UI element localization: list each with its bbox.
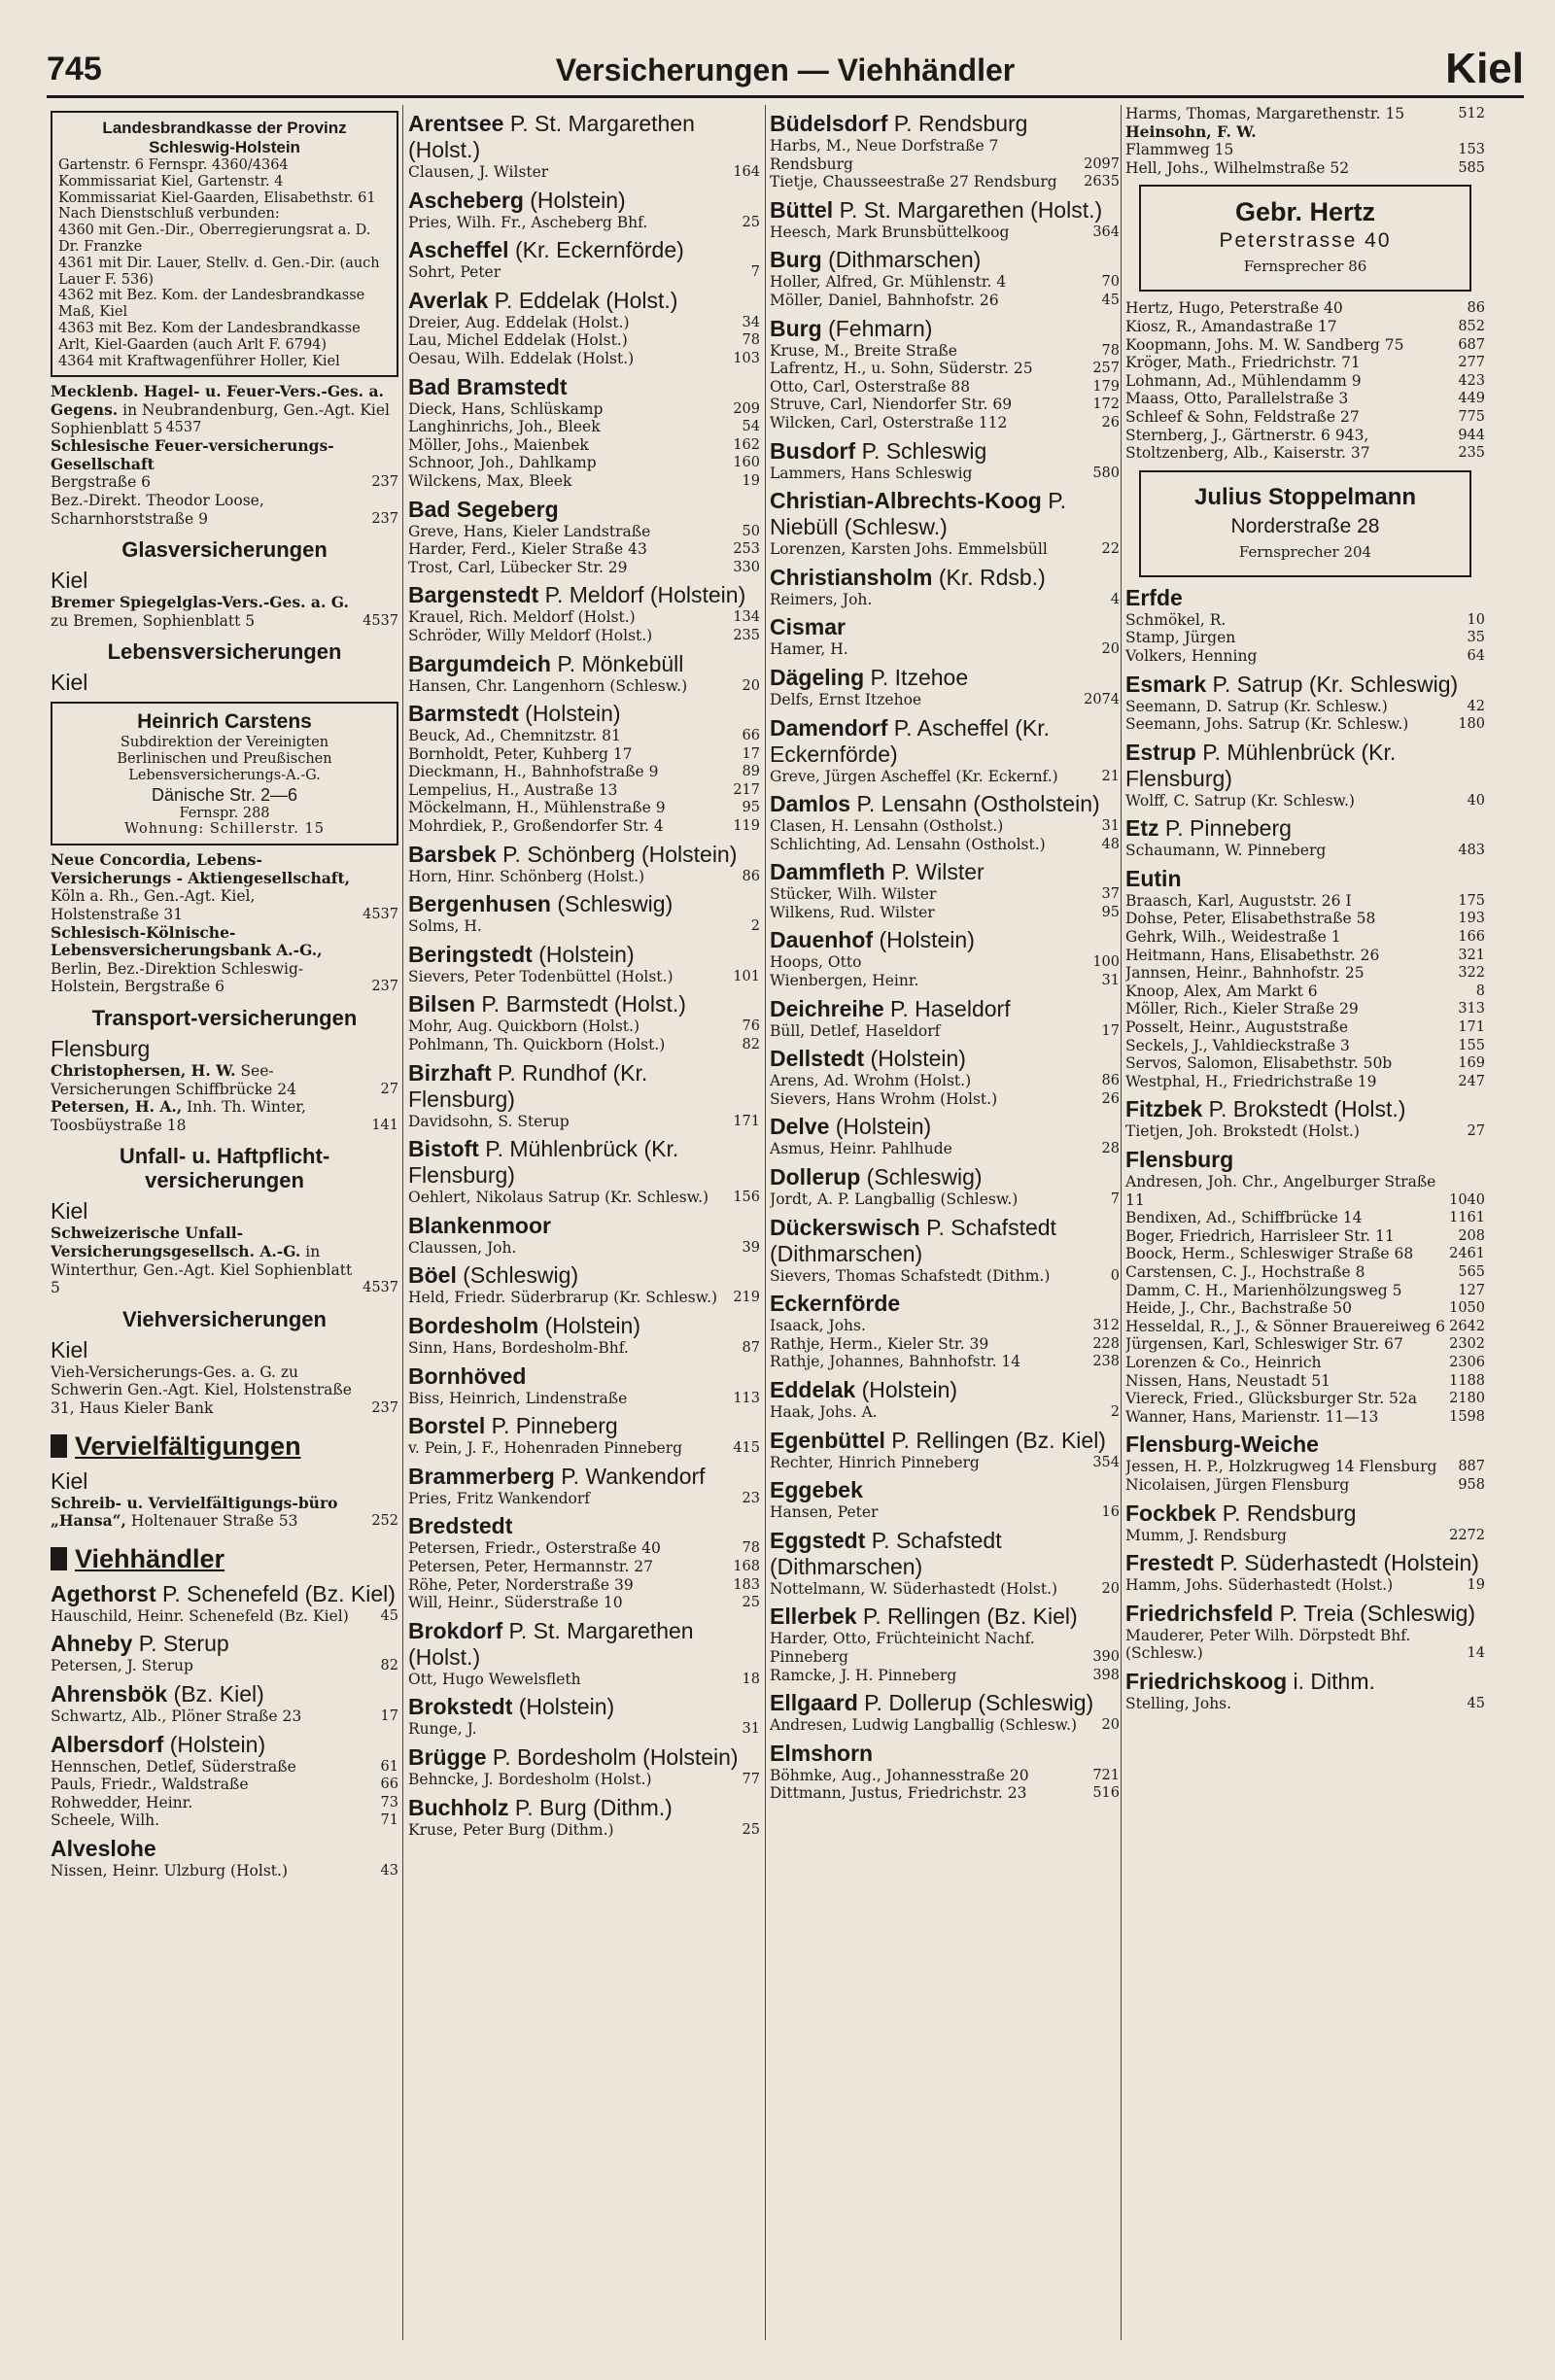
listing-row: Flammweg 15 153 (1125, 141, 1485, 159)
place-heading: Bargenstedt P. Meldorf (Holstein) (408, 582, 746, 608)
place-heading: Barsbek P. Schönberg (Holstein) (408, 841, 738, 867)
listing-row: Boock, Herm., Schleswiger Straße 68 2461 (1125, 1245, 1485, 1263)
place-heading: Friedrichsfeld P. Treia (Schleswig) (1125, 1600, 1476, 1626)
place-heading: Dauenhof (Holstein) (770, 927, 975, 953)
city-heading: Kiel (1445, 45, 1524, 92)
place-heading: Bargumdeich P. Mönkebüll (408, 650, 684, 676)
ad-phone: Fernsprecher 86 (1243, 258, 1367, 276)
listing-row: Nicolaisen, Jürgen Flensburg 958 (1125, 1475, 1485, 1494)
listing-row: Greve, Hans, Kieler Landstraße 50 (408, 522, 760, 540)
listing-row: Hell, Johs., Wilhelmstraße 52 585 (1125, 158, 1485, 177)
place-heading: Burg (Dithmarschen) (770, 247, 982, 273)
listing-row: Andresen, Ludwig Langballig (Schlesw.) 20 (770, 1716, 1120, 1735)
ad-street: Peterstrasse 40 (1219, 229, 1392, 253)
ad-home: Wohnung: Schillerstr. 15 (124, 821, 325, 838)
place-heading: Ellgaard P. Dollerup (Schleswig) (770, 1690, 1094, 1716)
listing-row: Seemann, Johs. Satrup (Kr. Schlesw.) 180 (1125, 715, 1485, 734)
listing-row: Harbs, M., Neue Dorfstraße 7 Rendsburg 2097 (770, 137, 1120, 173)
place-heading: Albersdorf (Holstein) (51, 1731, 266, 1757)
listing-row: Heesch, Mark Brunsbüttelkoog 364 (770, 223, 1120, 241)
listing-row: Schwartz, Alb., Plöner Straße 23 17 (51, 1707, 398, 1725)
listing-row: Schleef & Sohn, Feldstraße 27 775 (1125, 407, 1485, 426)
place-heading: Bergenhusen (Schleswig) (408, 891, 674, 917)
column-1 (51, 105, 398, 2355)
listing-row: Will, Heinr., Süderstraße 10 25 (408, 1594, 760, 1612)
listing-row: Dohse, Peter, Elisabethstraße 58 193 (1125, 910, 1485, 928)
place-heading: Alveslohe (51, 1835, 156, 1861)
page-title: Versicherungen — Viehhändler (555, 52, 1016, 87)
listing-row: Hennschen, Detlef, Süderstraße 61 (51, 1757, 398, 1776)
listing-row: Röhe, Peter, Norderstraße 39 183 (408, 1575, 760, 1594)
place-heading: Kiel (51, 1467, 88, 1494)
ad-street: Norderstraße 28 (1230, 514, 1380, 537)
square-bullet-icon (51, 1434, 67, 1458)
section-leben: Lebensversicherungen (107, 639, 342, 665)
rows-heinsohn (1125, 141, 1485, 177)
listing-row: Asmus, Heinr. Pahlhude 28 (770, 1140, 1120, 1158)
ad-carstens (51, 702, 398, 845)
entries-col1 (51, 1581, 398, 1880)
listing-schlesische-title: Schlesische Feuer-versicherungs-Gesellschaft (51, 436, 334, 473)
header-rule (47, 95, 1524, 98)
listing-row: Held, Friedr. Süderbrarup (Kr. Schlesw.) 219 (408, 1289, 760, 1307)
listing-row: Dreier, Aug. Eddelak (Holst.) 34 (408, 313, 760, 331)
section-unfall: Unfall- u. Haftpflicht-versicherungen (119, 1144, 330, 1193)
place-heading: Kiel (51, 568, 88, 594)
listing-row: Seckels, J., Vahldieckstraße 3 155 (1125, 1036, 1485, 1054)
listing-row: Trost, Carl, Lübecker Str. 29 330 (408, 558, 760, 576)
listing-row: Neue Concordia, Lebens-Versicherungs - Aktiengesellschaft, Köln a. Rh., Gen.-Agt. Kiel, Holstenstraße 31 4537 (51, 850, 398, 924)
place-heading: Büttel P. St. Margarethen (Holst.) (770, 196, 1103, 223)
listing-heinsohn: Heinsohn, F. W. (1125, 121, 1257, 141)
listing-row: Posselt, Heinr., Auguststraße 171 (1125, 1018, 1485, 1037)
listing-row: Rohwedder, Heinr. 73 (51, 1793, 398, 1811)
entries-col2 (408, 111, 760, 1839)
listing-row: Stücker, Wilh. Wilster 37 (770, 885, 1120, 904)
listing-row: Bremer Spiegelglas-Vers.-Ges. a. G. zu Bremen, Sophienblatt 5 4537 (51, 593, 398, 630)
place-heading: Böel (Schleswig) (408, 1262, 579, 1289)
listing-row: Möckelmann, H., Mühlenstraße 9 95 (408, 799, 760, 817)
column-divider (1121, 105, 1122, 2340)
place-heading: Büdelsdorf P. Rendsburg (770, 111, 1028, 136)
listing-row: Davidsohn, S. Sterup 171 (408, 1112, 760, 1130)
ad-phone: Fernsprecher 204 (1238, 542, 1372, 561)
listing-row: Holler, Alfred, Gr. Mühlenstr. 4 70 (770, 273, 1120, 292)
place-heading: Arentsee P. St. Margarethen (Holst.) (408, 111, 695, 162)
column-3 (770, 105, 1120, 2355)
listing-row: v. Pein, J. F., Hohenraden Pinneberg 415 (408, 1439, 760, 1458)
listing-row: Hansen, Peter 16 (770, 1503, 1120, 1522)
listing-row: Lorenzen & Co., Heinrich 2306 (1125, 1353, 1485, 1371)
section-viehhaendler: Viehhändler (51, 1542, 398, 1575)
section-vieh: Viehversicherungen (122, 1306, 327, 1331)
listing-row: Wienbergen, Heinr. 31 (770, 972, 1120, 990)
rows-after-hertz (1125, 299, 1485, 462)
listing-row: Schweizerische Unfall-Versicherungsgesellsch. A.-G. in Winterthur, Gen.-Agt. Kiel Sophienblatt 5 4537 (51, 1224, 398, 1297)
ad-line: Nach Dienstschluß verbunden: (58, 206, 280, 223)
place-heading: Cismar (770, 614, 846, 640)
place-heading: Birzhaft P. Rundhof (Kr. Flensburg) (408, 1059, 648, 1112)
listing-row: Jannsen, Heinr., Bahnhofstr. 25 322 (1125, 964, 1485, 983)
place-heading: Dägeling P. Itzehoe (770, 664, 969, 690)
listing-row: Maass, Otto, Parallelstraße 3 449 (1125, 390, 1485, 408)
listing-row: Lempelius, H., Austraße 13 217 (408, 780, 760, 799)
ad-line: 4360 mit Gen.-Dir., Oberregierungsrat a. D. Dr. Franzke (58, 223, 371, 255)
listing-row: Hamer, H. 20 (770, 640, 1120, 659)
listing-row: Möller, Daniel, Bahnhofstr. 26 45 (770, 291, 1120, 309)
listing-row: Bez.-Direkt. Theodor Loose, Scharnhorststraße 9 237 (51, 491, 398, 528)
listing-row: Lammers, Hans Schleswig 580 (770, 464, 1120, 482)
listing-row: Ramcke, J. H. Pinneberg 398 (770, 1666, 1120, 1684)
place-heading: Busdorf P. Schleswig (770, 437, 987, 464)
place-heading: Christian-Albrechts-Koog P. Niebüll (Schlesw.) (770, 488, 1067, 540)
place-heading: Borstel P. Pinneberg (408, 1413, 618, 1439)
listing-row: Schmökel, R. 10 (1125, 610, 1485, 629)
listing-row: Möller, Rich., Kieler Straße 29 313 (1125, 1000, 1485, 1018)
listing-row: Petersen, H. A., Inh. Th. Winter, Toosbüystraße 18 141 (51, 1097, 398, 1134)
listing-row: Arens, Ad. Wrohm (Holst.) 86 (770, 1072, 1120, 1090)
place-heading: Brügge P. Bordesholm (Holstein) (408, 1743, 739, 1770)
ad-title: Gebr. Hertz (1234, 197, 1376, 227)
listing-row: Lafrentz, H., u. Sohn, Süderstr. 25 257 (770, 360, 1120, 378)
entries-col3 (770, 111, 1120, 1803)
ad-phone: Fernspr. 288 (179, 805, 270, 821)
listing-row: Schaumann, W. Pinneberg 483 (1125, 842, 1485, 860)
place-heading: Bornhöved (408, 1362, 527, 1389)
listing-row: Hamm, Johs. Süderhastedt (Holst.) 19 (1125, 1576, 1485, 1595)
listing-row: Schlichting, Ad. Lensahn (Ostholst.) 48 (770, 835, 1120, 853)
listing-row: Wilckens, Max, Bleek 19 (408, 471, 760, 490)
ad-line: Lebensversicherungs-A.-G. (128, 767, 321, 783)
place-heading: Brokdorf P. St. Margarethen (Holst.) (408, 1617, 694, 1670)
place-heading: Estrup P. Mühlenbrück (Kr. Flensburg) (1125, 739, 1397, 791)
listing-row: Runge, J. 31 (408, 1720, 760, 1739)
place-heading: Dückerswisch P. Schafstedt (Dithmarschen) (770, 1214, 1056, 1266)
place-heading: Eggebek (770, 1477, 863, 1503)
listing-row: Hansen, Chr. Langenhorn (Schlesw.) 20 (408, 676, 760, 695)
listing-row: Tietje, Chausseestraße 27 Rendsburg 2635 (770, 173, 1120, 191)
column-2 (408, 105, 760, 2355)
listing-row: Stoltzenberg, Alb., Kaiserstr. 37 235 (1125, 444, 1485, 463)
place-heading: Flensburg (51, 1036, 151, 1062)
listing-row: Solms, H. 2 (408, 917, 760, 936)
listing-row: Harder, Ferd., Kieler Straße 43 253 (408, 540, 760, 559)
listing-row: Lohmann, Ad., Mühlendamm 9 423 (1125, 371, 1485, 390)
listing-row: Pries, Fritz Wankendorf 23 (408, 1489, 760, 1507)
listing-row: Oehlert, Nikolaus Satrup (Kr. Schlesw.) 156 (408, 1189, 760, 1207)
place-heading: Egenbüttel P. Rellingen (Bz. Kiel) (770, 1427, 1106, 1453)
listing-row: Biss, Heinrich, Lindenstraße 113 (408, 1389, 760, 1407)
listing-row: Sievers, Thomas Schafstedt (Dithm.) 0 (770, 1266, 1120, 1285)
listing-row: Beuck, Ad., Chemnitzstr. 81 66 (408, 727, 760, 745)
place-heading: Dammfleth P. Wilster (770, 859, 985, 885)
listing-row: Jessen, H. P., Holzkrugweg 14 Flensburg 887 (1125, 1458, 1485, 1476)
listing-row: Behncke, J. Bordesholm (Holst.) 77 (408, 1770, 760, 1788)
listing-row: Rathje, Herm., Kieler Str. 39 228 (770, 1334, 1120, 1353)
place-heading: Averlak P. Eddelak (Holst.) (408, 287, 678, 313)
place-heading: Beringstedt (Holstein) (408, 941, 635, 967)
ad-line: Kommissariat Kiel-Gaarden, Elisabethstr. 61 (58, 190, 376, 206)
listing-row: Wolff, C. Satrup (Kr. Schlesw.) 40 (1125, 791, 1485, 810)
listing-row: Dittmann, Justus, Friedrichstr. 23 516 (770, 1784, 1120, 1803)
listing-row: Viereck, Fried., Glücksburger Str. 52a 2180 (1125, 1390, 1485, 1408)
ad-landesbrandkasse (51, 111, 398, 377)
place-heading: Kiel (51, 1198, 88, 1224)
listing-row: Kruse, M., Breite Straße 78 (770, 341, 1120, 360)
ad-line: Berlinischen und Preußischen (117, 751, 332, 768)
rows-top (1125, 105, 1485, 123)
listing-row: Tietjen, Joh. Brokstedt (Holst.) 27 (1125, 1122, 1485, 1141)
listing-row: Wilcken, Carl, Osterstraße 112 26 (770, 413, 1120, 431)
listing-row: Mohrdiek, P., Großendorfer Str. 4 119 (408, 817, 760, 836)
ad-title: Landesbrandkasse der Provinz Schleswig-Holstein (102, 119, 347, 156)
listing-row: Harms, Thomas, Margarethenstr. 15 512 (1125, 105, 1485, 122)
place-heading: Fockbek P. Rendsburg (1125, 1500, 1357, 1526)
listing-row: Christophersen, H. W. See-Versicherungen Schiffbrücke 24 27 (51, 1061, 398, 1098)
place-heading: Ascheffel (Kr. Eckernförde) (408, 237, 684, 263)
listing-row: Seemann, D. Satrup (Kr. Schlesw.) 42 (1125, 697, 1485, 715)
listing-row: Langhinrichs, Joh., Bleek 54 (408, 418, 760, 436)
listing-row: Westphal, H., Friedrichstraße 19 247 (1125, 1072, 1485, 1090)
listing-row: Sternberg, J., Gärtnerstr. 6 943, 944 (1125, 426, 1485, 444)
listing-row: Clausen, J. Wilster 164 (408, 163, 760, 181)
place-heading: Ahneby P. Sterup (51, 1631, 229, 1657)
listing-row: Braasch, Karl, Auguststr. 26 I 175 (1125, 891, 1485, 910)
listing-row: Sievers, Hans Wrohm (Holst.) 26 (770, 1089, 1120, 1108)
place-heading: Eddelak (Holstein) (770, 1377, 958, 1402)
listing-row: Claussen, Joh. 39 (408, 1238, 760, 1257)
listing-row: Isaack, Johs. 312 (770, 1317, 1120, 1335)
listing-row: Petersen, Friedr., Osterstraße 40 78 (408, 1539, 760, 1558)
place-heading: Damlos P. Lensahn (Ostholstein) (770, 791, 1100, 817)
listing-row: Scheele, Wilh. 71 (51, 1811, 398, 1830)
listing-row: Dieckmann, H., Bahnhofstraße 9 89 (408, 763, 760, 781)
listing-row: Lorenzen, Karsten Johs. Emmelsbüll 22 (770, 540, 1120, 559)
listing-row: Sievers, Peter Todenbüttel (Holst.) 101 (408, 967, 760, 985)
place-heading: Kiel (51, 1336, 88, 1362)
ad-line: Kommissariat Kiel, Gartenstr. 4 (58, 173, 284, 190)
listing-row: Schlesisch-Kölnische-Lebensversicherungsbank A.-G., Berlin, Bez.-Direktion Schleswig-Holstein, Bergstraße 6 237 (51, 922, 398, 996)
listing-row: Böhmke, Aug., Johannesstraße 20 721 (770, 1766, 1120, 1784)
column-divider (402, 105, 403, 2340)
place-heading: Damendorf P. Ascheffel (Kr. Eckernförde) (770, 714, 1051, 767)
listing-row: Servos, Salomon, Elisabethstr. 50b 169 (1125, 1054, 1485, 1073)
ad-lines (58, 157, 391, 369)
listing-row: Möller, Johs., Maienbek 162 (408, 435, 760, 454)
place-heading: Blankenmoor (408, 1212, 551, 1238)
ad-hertz (1139, 185, 1471, 292)
entries-col4 (1125, 585, 1485, 1713)
place-heading: Flensburg-Weiche (1125, 1431, 1319, 1458)
place-heading: Barmstedt (Holstein) (408, 701, 621, 727)
listing-row: Stelling, Johs. 45 (1125, 1694, 1485, 1712)
listing-row: Kruse, Peter Burg (Dithm.) 25 (408, 1820, 760, 1839)
listing-row: Ott, Hugo Wewelsfleth 18 (408, 1670, 760, 1688)
place-heading: Bordesholm (Holstein) (408, 1313, 640, 1338)
section-transport: Transport-versicherungen (91, 1006, 358, 1031)
listing-row: Krauel, Rich. Meldorf (Holst.) 134 (408, 608, 760, 627)
place-heading: Ascheberg (Holstein) (408, 187, 626, 213)
section-glas: Glasversicherungen (121, 537, 328, 563)
ad-street: Dänische Str. 2—6 (151, 784, 298, 805)
place-heading: Ahrensbök (Bz. Kiel) (51, 1680, 264, 1707)
place-heading: Eckernförde (770, 1291, 901, 1317)
listing-row: Hoops, Otto 100 (770, 953, 1120, 972)
place-heading: Elmshorn (770, 1740, 874, 1766)
listing-row: Bendixen, Ad., Schiffbrücke 14 1161 (1125, 1209, 1485, 1227)
listing-row: Nottelmann, W. Süderhastedt (Holst.) 20 (770, 1579, 1120, 1598)
listing-row: Volkers, Henning 64 (1125, 646, 1485, 665)
place-heading: Brokstedt (Holstein) (408, 1694, 615, 1720)
place-heading: Fitzbek P. Brokstedt (Holst.) (1125, 1096, 1406, 1122)
place-heading: Delve (Holstein) (770, 1114, 932, 1140)
listing-row: Greve, Jürgen Ascheffel (Kr. Eckernf.) 21 (770, 767, 1120, 785)
place-heading: Erfde (1125, 584, 1183, 610)
listing-row: Dieck, Hans, Schlüskamp 209 (408, 399, 760, 418)
listing-row: Bergstraße 6 237 (51, 473, 398, 492)
place-heading: Brammerberg P. Wankendorf (408, 1463, 706, 1489)
listing-row: Heide, J., Chr., Bachstraße 50 1050 (1125, 1299, 1485, 1318)
listing-row: Otto, Carl, Osterstraße 88 179 (770, 377, 1120, 396)
place-heading: Bredstedt (408, 1513, 513, 1539)
listing-row: Haak, Johs. A. 2 (770, 1403, 1120, 1421)
listing-row: Sohrt, Peter 7 (408, 263, 760, 282)
listing-row: Reimers, Joh. 4 (770, 590, 1120, 608)
ad-line: Subdirektion der Vereinigten (120, 735, 329, 751)
listing-row: Delfs, Ernst Itzehoe 2074 (770, 690, 1120, 708)
listing-row: Wanner, Hans, Marienstr. 11—13 1598 (1125, 1407, 1485, 1426)
ad-line: Gartenstr. 6 Fernspr. 4360/4364 (58, 157, 289, 173)
place-heading: Deichreihe P. Haseldorf (770, 995, 1011, 1021)
listing-row: Hertz, Hugo, Peterstraße 40 86 (1125, 299, 1485, 318)
place-heading: Bad Segeberg (408, 496, 559, 522)
listing-row: Pohlmann, Th. Quickborn (Holst.) 82 (408, 1036, 760, 1054)
place-heading: Eutin (1125, 865, 1182, 891)
listing-row: Nissen, Hans, Neustadt 51 1188 (1125, 1371, 1485, 1390)
listing-row: Petersen, Peter, Hermannstr. 27 168 (408, 1557, 760, 1575)
place-heading: Bistoft P. Mühlenbrück (Kr. Flensburg) (408, 1136, 679, 1189)
listing-row: Gehrk, Wilh., Weidestraße 1 166 (1125, 928, 1485, 947)
listing-row: Boger, Friedrich, Harrisleer Str. 11 208 (1125, 1226, 1485, 1245)
listing-row: Sinn, Hans, Bordesholm-Bhf. 87 (408, 1339, 760, 1357)
column-divider (765, 105, 766, 2340)
ad-line: 4363 mit Bez. Kom der Landesbrandkasse Arlt, Kiel-Gaarden (auch Arlt F. 6794) (58, 320, 361, 353)
ad-line: 4364 mit Kraftwagenführer Holler, Kiel (58, 353, 340, 369)
place-heading: Esmark P. Satrup (Kr. Schleswig) (1125, 671, 1459, 697)
section-verv: Vervielfältigungen (51, 1430, 398, 1463)
listing-row: Horn, Hinr. Schönberg (Holst.) 86 (408, 867, 760, 885)
listing-row: Pauls, Friedr., Waldstraße 66 (51, 1776, 398, 1794)
listing-row: Petersen, J. Sterup 82 (51, 1657, 398, 1675)
listing-row: Oesau, Wilh. Eddelak (Holst.) 103 (408, 349, 760, 367)
page-header (47, 45, 1524, 99)
listing-row: Kröger, Math., Friedrichstr. 71 277 (1125, 354, 1485, 372)
listing-row: Rechter, Hinrich Pinneberg 354 (770, 1453, 1120, 1471)
place-heading: Burg (Fehmarn) (770, 315, 933, 341)
ad-stoppelmann (1139, 470, 1471, 577)
listing-row: Büll, Detlef, Haseldorf 17 (770, 1021, 1120, 1040)
place-heading: Bad Bramstedt (408, 373, 568, 399)
listing-row: Damm, C. H., Marienhölzungsweg 5 127 (1125, 1281, 1485, 1299)
listing-row: Schnoor, Joh., Dahlkamp 160 (408, 454, 760, 472)
square-bullet-icon (51, 1547, 67, 1570)
listing-row: Rathje, Johannes, Bahnhofstr. 14 238 (770, 1353, 1120, 1371)
listing-row: Vieh-Versicherungs-Ges. a. G. zu Schwerin Gen.-Agt. Kiel, Holstenstraße 31, Haus Kieler Bank 237 (51, 1362, 398, 1417)
ad-lines (58, 735, 391, 783)
ad-line: 4361 mit Dir. Lauer, Stellv. d. Gen.-Dir. (auch Lauer F. 536) (58, 255, 380, 288)
place-heading: Ellerbek P. Rellingen (Bz. Kiel) (770, 1604, 1078, 1630)
place-heading: Etz P. Pinneberg (1125, 815, 1292, 842)
place-heading: Flensburg (1125, 1147, 1234, 1172)
listing-row: Hesseldal, R., J., & Sönner Brauereiweg 6 2642 (1125, 1317, 1485, 1335)
listing-mecklenb: Mecklenb. Hagel- u. Feuer-Vers.-Ges. a. Gegens. in Neubrandenburg, Gen.-Agt. Kiel Sophienblatt 5 4537 (51, 382, 391, 437)
listing-row: Schreib- u. Vervielfältigungs-büro „Hansa“, Holtenauer Straße 53 252 (51, 1493, 398, 1531)
listing-row: Hauschild, Heinr. Schenefeld (Bz. Kiel) 45 (51, 1606, 398, 1625)
listing-row: Pries, Wilh. Fr., Ascheberg Bhf. 25 (408, 213, 760, 231)
place-heading: Dellstedt (Holstein) (770, 1046, 966, 1072)
listing-row: Bornholdt, Peter, Kuhberg 17 17 (408, 744, 760, 763)
listing-row: Kiosz, R., Amandastraße 17 852 (1125, 317, 1485, 335)
listing-row: Harder, Otto, Früchteinicht Nachf. Pinneberg 390 (770, 1630, 1120, 1666)
listing-row: Wilkens, Rud. Wilster 95 (770, 903, 1120, 921)
listing-row: Struve, Carl, Niendorfer Str. 69 172 (770, 396, 1120, 414)
listing-row: Jürgensen, Karl, Schleswiger Str. 67 2302 (1125, 1335, 1485, 1354)
place-heading: Kiel (51, 670, 88, 696)
listing-row: Clasen, H. Lensahn (Ostholst.) 31 (770, 817, 1120, 836)
place-heading: Agethorst P. Schenefeld (Bz. Kiel) (51, 1580, 396, 1606)
listing-row: Andresen, Joh. Chr., Angelburger Straße 11 1040 (1125, 1173, 1485, 1209)
listing-row: Nissen, Heinr. Ulzburg (Holst.) 43 (51, 1861, 398, 1880)
place-heading: Friedrichskoog i. Dithm. (1125, 1668, 1375, 1694)
column-4 (1125, 105, 1485, 2355)
place-heading: Eggstedt P. Schafstedt (Dithmarschen) (770, 1527, 1002, 1579)
ad-title: Julius Stoppelmann (1193, 483, 1417, 510)
ad-line: 4362 mit Bez. Kom. der Landesbrandkasse Maß, Kiel (58, 288, 365, 321)
listing-row: Stamp, Jürgen 35 (1125, 629, 1485, 647)
listing-row: Schröder, Willy Meldorf (Holst.) 235 (408, 626, 760, 644)
listing-row: Mohr, Aug. Quickborn (Holst.) 76 (408, 1018, 760, 1036)
place-heading: Christiansholm (Kr. Rdsb.) (770, 564, 1046, 590)
place-heading: Bilsen P. Barmstedt (Holst.) (408, 991, 686, 1018)
listing-row: Heitmann, Hans, Elisabethstr. 26 321 (1125, 946, 1485, 964)
ad-title: Heinrich Carstens (137, 710, 312, 734)
listing-row: Jordt, A. P. Langballig (Schlesw.) 7 (770, 1190, 1120, 1209)
place-heading: Frestedt P. Süderhastedt (Holstein) (1125, 1550, 1479, 1576)
listing-row: Koopmann, Johs. M. W. Sandberg 75 687 (1125, 335, 1485, 354)
listing-row: Mauderer, Peter Wilh. Dörpstedt Bhf. (Schlesw.) 14 (1125, 1626, 1485, 1663)
listing-row: Carstensen, C. J., Hochstraße 8 565 (1125, 1262, 1485, 1281)
place-heading: Dollerup (Schleswig) (770, 1164, 983, 1190)
listing-row: Knoop, Alex, Am Markt 6 8 (1125, 982, 1485, 1000)
place-heading: Buchholz P. Burg (Dithm.) (408, 1794, 673, 1820)
listing-row: Lau, Michel Eddelak (Holst.) 78 (408, 331, 760, 350)
listing-row: Mumm, J. Rendsburg 2272 (1125, 1526, 1485, 1544)
page-number: 745 (47, 51, 102, 87)
